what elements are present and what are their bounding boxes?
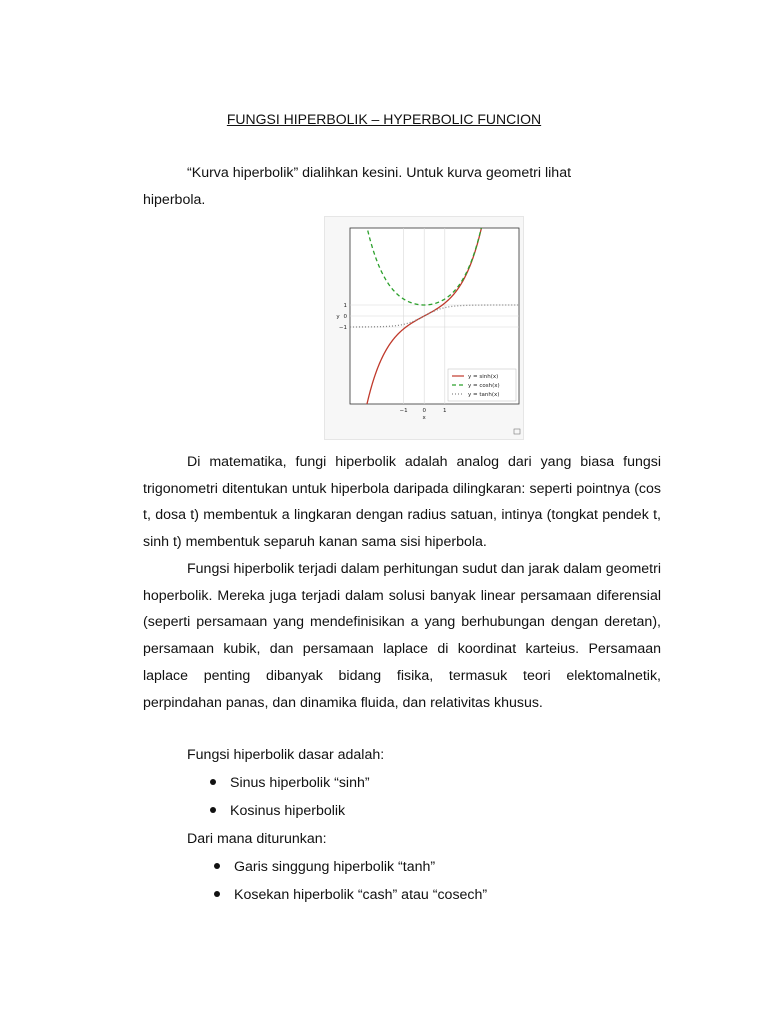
plot-svg <box>325 217 525 441</box>
paragraph-2-text: Fungsi hiperbolik terjadi dalam perhitungan sudut dan jarak dalam geometri hoperbolik. Mereka juga terjadi dalam solusi banyak linear persamaan diferensial (seperti persamaan yang mendefinisikan a yang berhubungan dengan deretan), persamaan kubik, dan persamaan laplace di koordinat karteius. Persamaan laplace penting dibanyak bidang fisika, termasuk teori elektomalnetik, perpindahan panas, dan dinamika fluida, dan relativitas khusus. <box>143 561 661 711</box>
y-tick-label: 1 <box>343 303 347 309</box>
list-item-sinh <box>210 773 370 793</box>
bullet-icon <box>210 807 216 813</box>
list-item-cosh <box>210 801 345 821</box>
derived-functions-intro: Dari mana diturunkan: <box>187 831 327 847</box>
list-item-tanh <box>214 857 435 877</box>
list-item-label: Sinus hiperbolik “sinh” <box>230 775 370 791</box>
bullet-icon <box>214 863 220 869</box>
paragraph-2 <box>143 556 661 716</box>
basic-functions-intro: Fungsi hiperbolik dasar adalah: <box>187 747 385 763</box>
x-tick-label: 0 <box>422 408 426 414</box>
intro-line1: “Kurva hiperbolik” dialihkan kesini. Untuk kurva geometri lihat <box>187 165 572 181</box>
list-item-cosech <box>214 885 487 905</box>
y-tick-label: 0 <box>343 314 347 320</box>
y-tick-label: −1 <box>338 325 347 331</box>
x-tick-label: 1 <box>443 408 447 414</box>
intro-line2: hiperbola. <box>143 191 206 208</box>
y-axis-label: y <box>336 314 340 320</box>
list-item-label: Kosekan hiperbolik “cash” atau “cosech” <box>234 887 488 903</box>
save-icon <box>514 429 520 434</box>
paragraph-1-text: Di matematika, fungi hiperbolik adalah analog dari yang biasa fungsi trigonometri ditentukan untuk hiperbola daripada dilingkaran: seperti pointnya (cos t, dosa t) membentuk a lingkaran dengan radius satuan, intinya (tongkat pendek t, sinh t) membentuk separuh kanan sama sisi hiperbola. <box>143 454 661 551</box>
list-item-label: Garis singgung hiperbolik “tanh” <box>234 859 436 875</box>
hyperbolic-functions-plot <box>324 216 524 440</box>
bullet-icon <box>210 779 216 785</box>
legend-label: y = tanh(x) <box>468 392 500 398</box>
x-tick-label: −1 <box>399 408 408 414</box>
paragraph-1 <box>143 449 661 556</box>
list-item-label: Kosinus hiperbolik <box>230 803 346 819</box>
page-title: FUNGSI HIPERBOLIK – HYPERBOLIC FUNCION <box>226 111 542 127</box>
legend-label: y = cosh(x) <box>468 383 500 389</box>
bullet-icon <box>214 891 220 897</box>
x-axis-label: x <box>422 415 426 421</box>
intro-paragraph <box>143 160 661 213</box>
legend-label: y = sinh(x) <box>468 374 499 380</box>
